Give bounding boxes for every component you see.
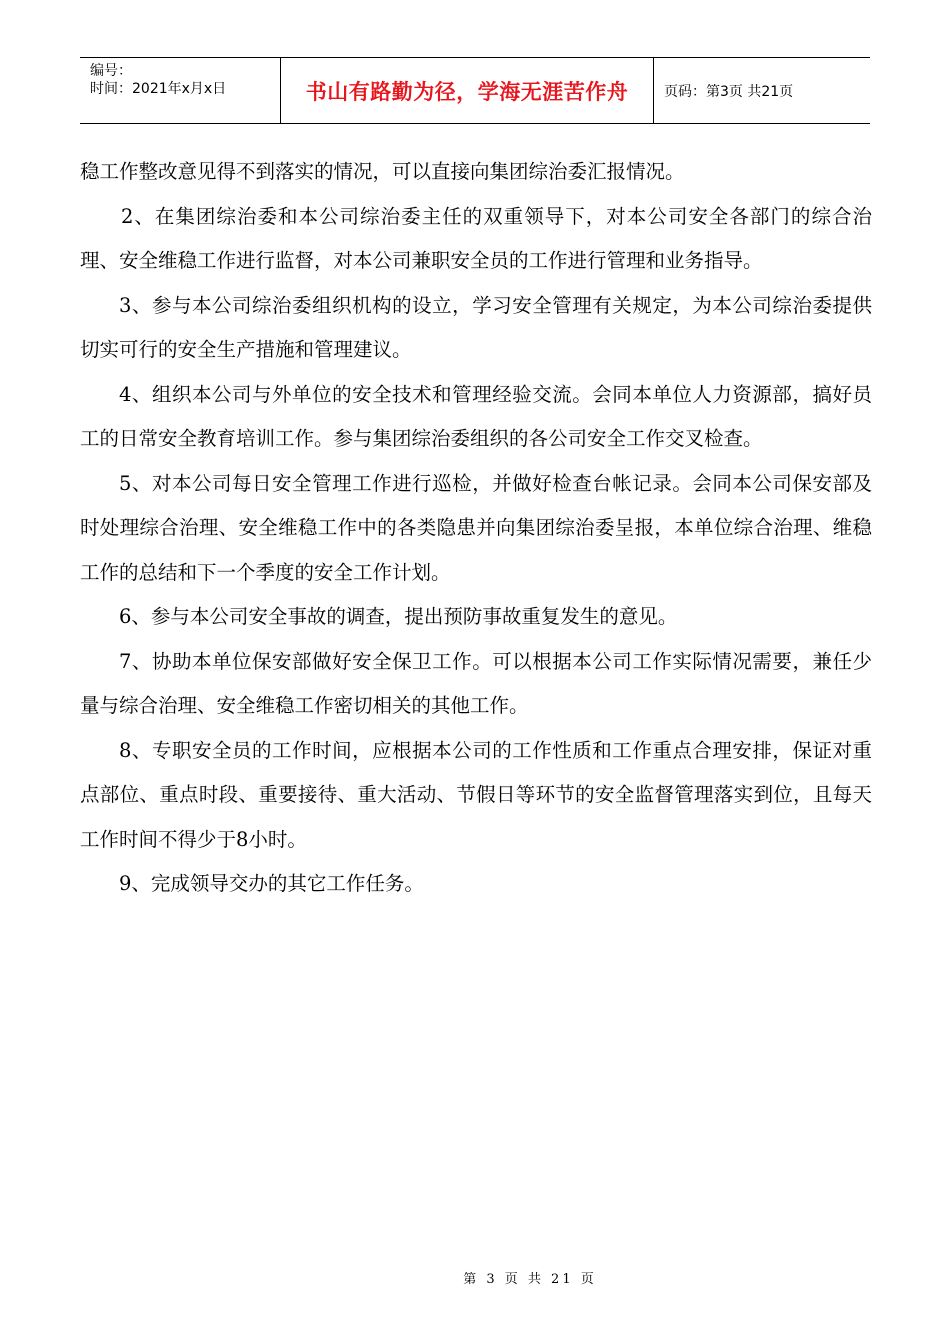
paragraph-item-7: 7、协助本单位保安部做好安全保卫工作。可以根据本公司工作实际情况需要，兼任少量与综合治理、安全维稳工作密切相关的其他工作。 [80,649,872,717]
paragraph-item-3: 3、参与本公司综治委组织机构的设立，学习安全管理有关规定，为本公司综治委提供切实可行的安全生产措施和管理建议。 [80,293,872,361]
paragraph-continuation: 稳工作整改意见得不到落实的情况，可以直接向集团综治委汇报情况。 [80,160,685,183]
header-meta [80,58,281,123]
document-body [80,150,872,907]
paragraph-item-9: 9、完成领导交办的其它工作任务。 [119,872,424,895]
paragraph-item-4: 4、组织本公司与外单位的安全技术和管理经验交流。会同本单位人力资源部，搞好员工的日常安全教育培训工作。参与集团综治委组织的各公司安全工作交叉检查。 [80,382,872,450]
header-page-info: 页码：第3页 共21页 [664,83,794,100]
paragraph-item-2: 2、在集团综治委和本公司综治委主任的双重领导下，对本公司安全各部门的综合治理、安全维稳工作进行监督，对本公司兼职安全员的工作进行管理和业务指导。 [80,204,872,272]
page-header [80,57,870,124]
paragraph-item-6: 6、参与本公司安全事故的调查，提出预防事故重复发生的意见。 [119,605,678,628]
document-time-label: 时间：2021年x月x日 [90,81,227,97]
paragraph-item-8: 8、专职安全员的工作时间，应根据本公司的工作性质和工作重点合理安排，保证对重点部位、重点时段、重要接待、重大活动、节假日等环节的安全监督管理落实到位，且每天工作时间不得少于8小时。 [80,738,872,851]
paragraph-item-5: 5、对本公司每日安全管理工作进行巡检，并做好检查台帐记录。会同本公司保安部及时处理综合治理、安全维稳工作中的各类隐患并向集团综治委呈报，本单位综合治理、维稳工作的总结和下一个季度的安全工作计划。 [80,471,872,584]
page-footer: 第 3 页 共 21 页 [463,1272,597,1287]
document-number-label: 编号： [90,63,132,79]
header-motto: 书山有路勤为径，学海无涯苦作舟 [281,58,654,123]
